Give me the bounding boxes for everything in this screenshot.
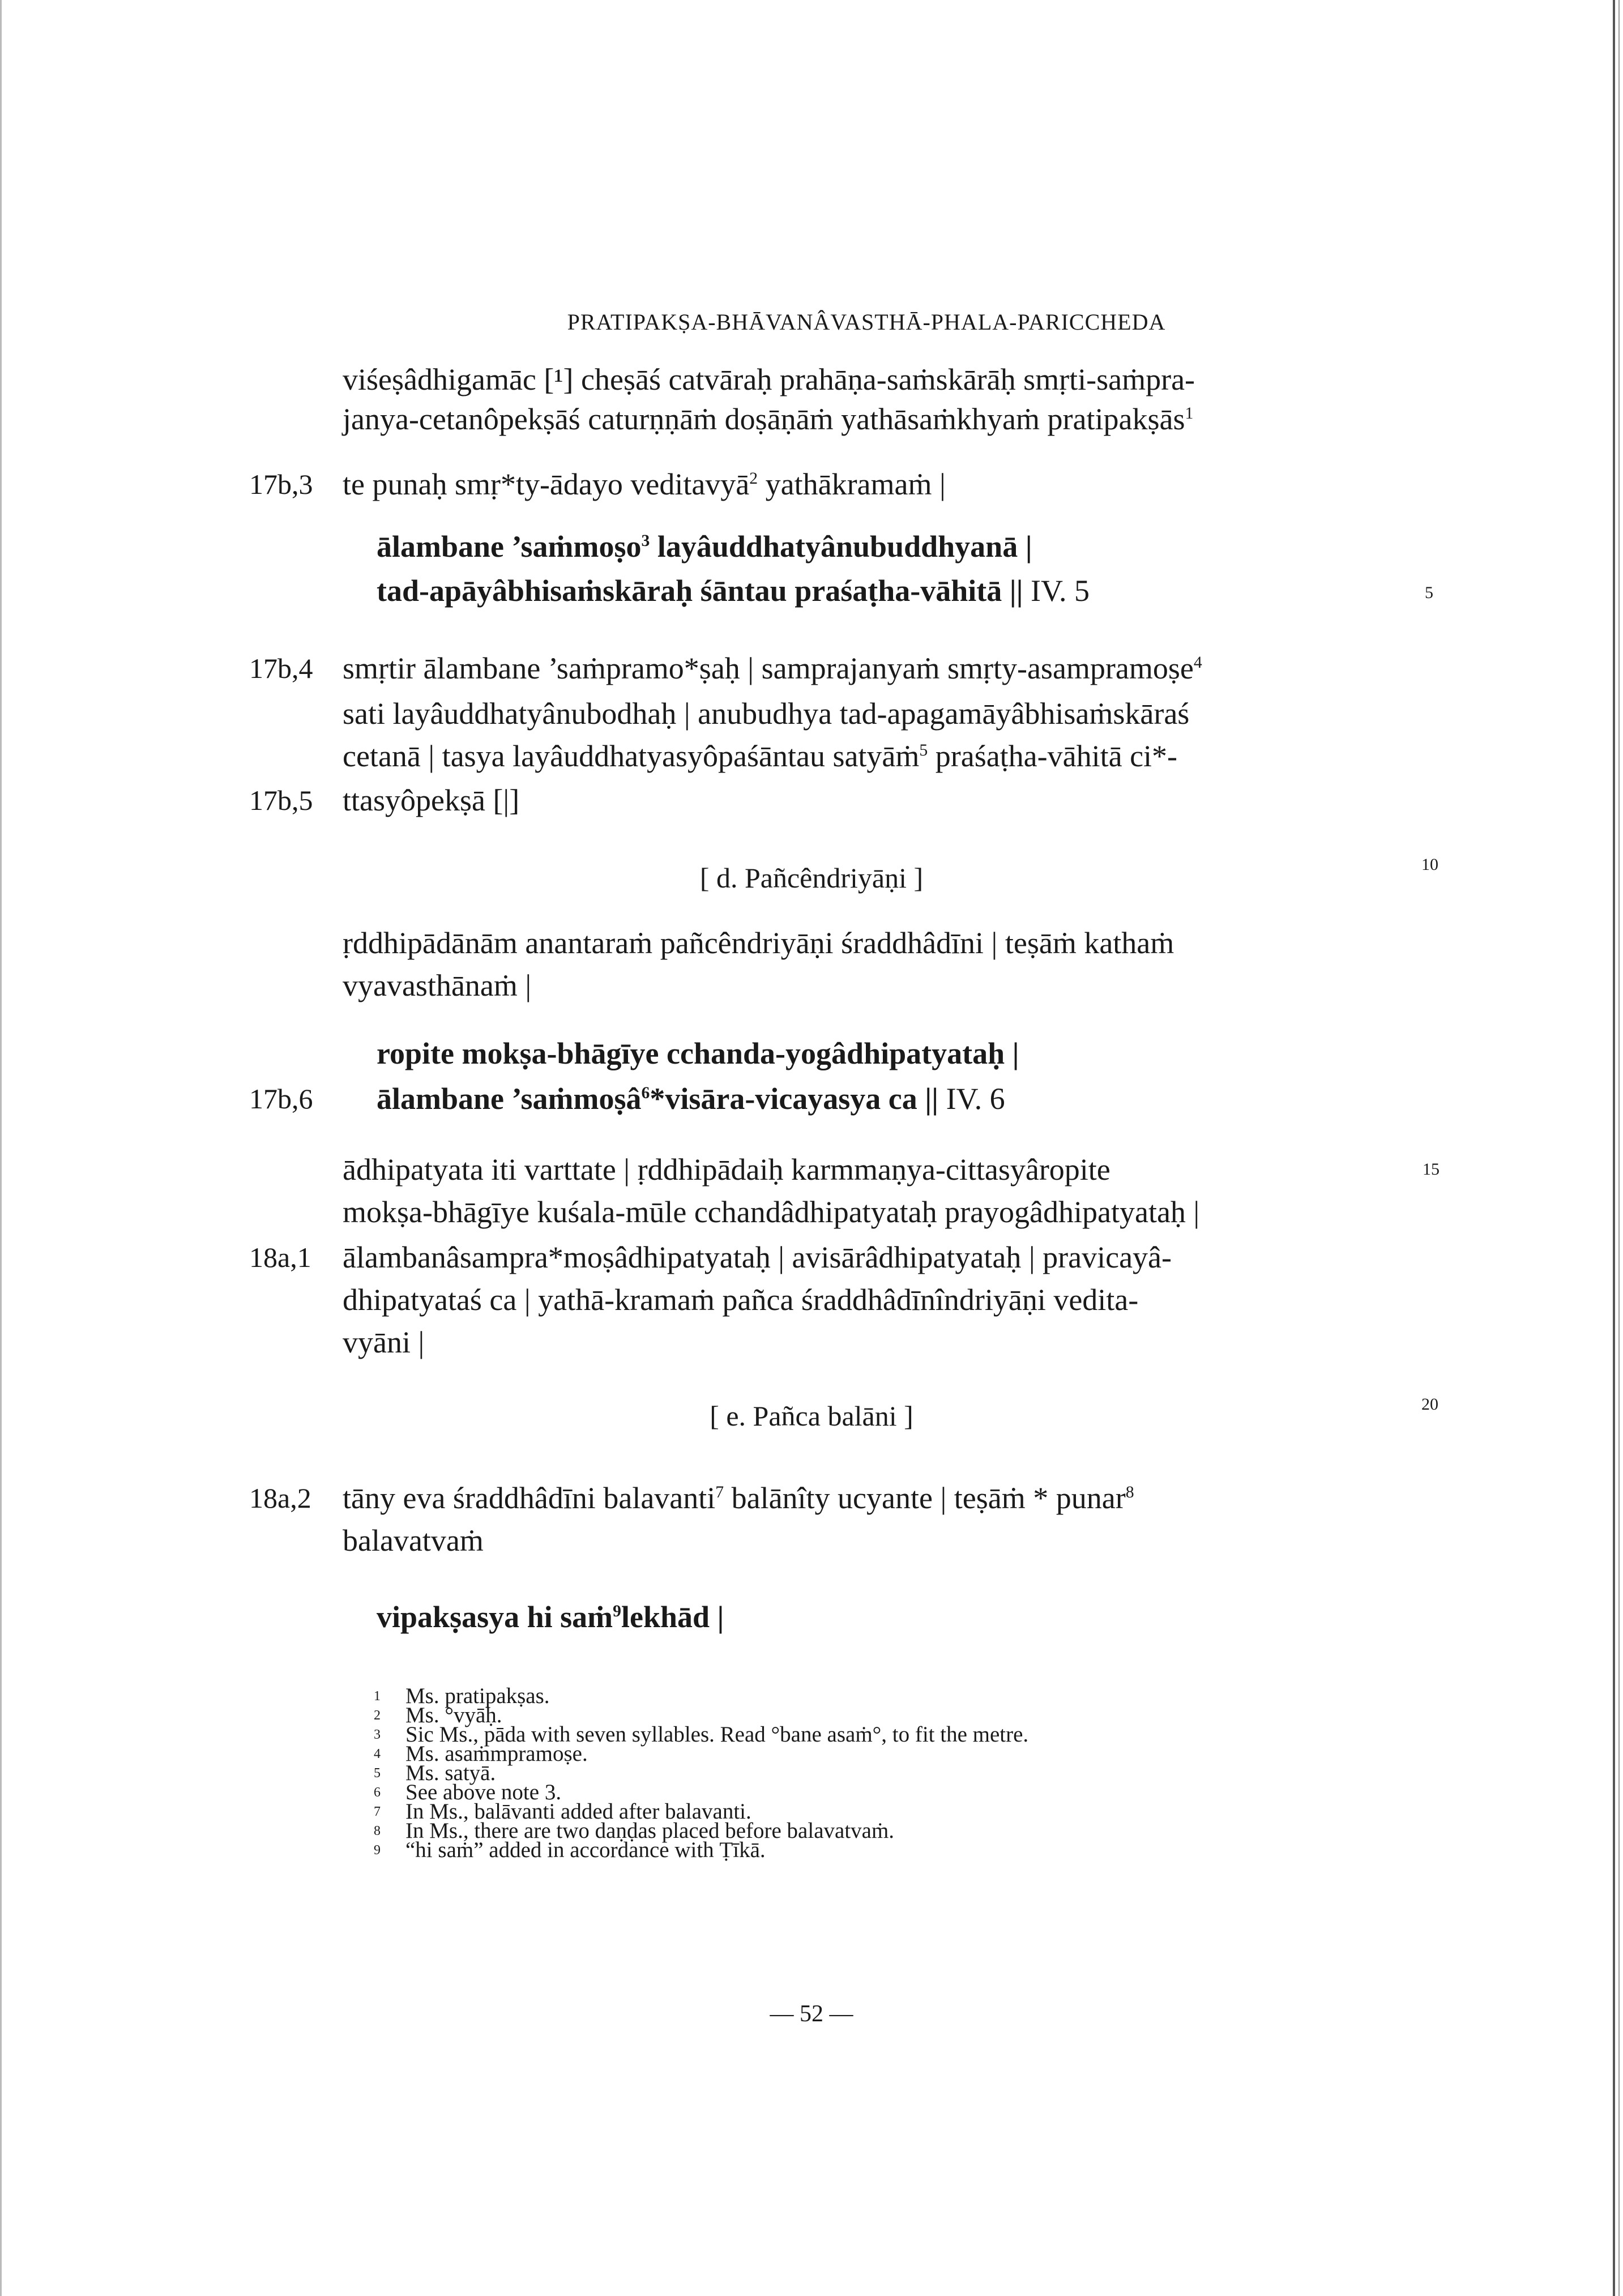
line-number: 10 <box>1421 855 1438 874</box>
text-line: ālambanâsampra*moṣâdhipatyataḥ | avisārâdhipatyataḥ | pravicayâ- <box>343 1240 1172 1274</box>
section-heading: [ e. Pañca balāni ] <box>710 1400 913 1432</box>
manuscript-folio-marker: 17b,4 <box>249 652 313 684</box>
line-number: 20 <box>1421 1395 1438 1414</box>
manuscript-folio-marker: 17b,6 <box>249 1083 313 1115</box>
text-line: janya-cetanôpekṣāś caturṇṇāṁ doṣāṇāṁ yathāsaṁkhyaṁ pratipakṣās$^1$ <box>343 402 1194 436</box>
text-line: vyavasthānaṁ | <box>343 968 532 1002</box>
text-line: ādhipatyata iti varttate | ṛddhipādaiḥ karmmaṇya-cittasyâropite <box>343 1153 1111 1187</box>
text-line: cetanā | tasya layâuddhatyasyôpaśāntau satyāṁ$^5$ praśaṭha-vāhitā ci*- <box>343 739 1178 773</box>
page-edge-right-inner <box>1618 0 1620 2296</box>
verse-line: tad-apāyâbhisaṁskāraḥ śāntau praśaṭha-vāhitā || IV. 5 <box>377 574 1090 608</box>
text-line: viśeṣâdhigamāc [¹] cheṣāś catvāraḥ prahāṇa-saṁskārāḥ smṛti-saṁpra- <box>343 362 1195 396</box>
text-line: ṛddhipādānām anantaraṁ pañcêndriyāṇi śraddhâdīni | teṣāṁ kathaṁ <box>343 926 1174 960</box>
manuscript-folio-marker: 17b,3 <box>249 468 313 500</box>
manuscript-folio-marker: 18a,2 <box>249 1482 311 1514</box>
section-heading: [ d. Pañcêndriyāṇi ] <box>699 862 924 894</box>
text-line: vyāni | <box>343 1325 425 1359</box>
page-edge-left <box>0 0 2 2296</box>
text-line: ttasyôpekṣā [|] <box>343 783 520 817</box>
running-header: PRATIPAKṢA-BHĀVANÂVASTHĀ-PHALA-PARICCHEDA <box>567 309 1166 335</box>
verse-line: ālambane ’saṁmoṣo$^3$ layâuddhatyânubuddhyanā | <box>377 530 1032 564</box>
text-line: tāny eva śraddhâdīni balavanti$^7$ balānîty ucyante | teṣāṁ * punar$^8$ <box>343 1481 1134 1515</box>
text-line: smṛtir ālambane ’saṁpramo*ṣaḥ | samprajanyaṁ smṛty-asampramoṣe$^4$ <box>343 651 1202 685</box>
text-line: dhipatyataś ca | yathā-kramaṁ pañca śraddhâdīnîndriyāṇi vedita- <box>343 1283 1139 1317</box>
text-line: balavatvaṁ <box>343 1523 484 1557</box>
document-page: PRATIPAKṢA-BHĀVANÂVASTHĀ-PHALA-PARICCHEDA viśeṣâdhigamāc [¹] cheṣāś catvāraḥ prahāṇa-saṁskārāḥ smṛti-saṁpra- janya-cetanôpekṣāś caturṇṇāṁ doṣāṇāṁ yathāsaṁkhyaṁ pratipakṣās$^1$ 17b,3 te punaḥ smṛ*ty-ādayo veditavyā$^2$ yathākramaṁ | ālambane ’saṁmoṣo$^3$ layâuddhatyânubuddhyanā | tad-apāyâbhisaṁskāraḥ śāntau praśaṭha-vāhitā || IV. 5 5 17b,4 smṛtir ālambane ’saṁpramo*ṣaḥ | samprajanyaṁ smṛty-asampramoṣe$^4$ sati layâuddhatyânubodhaḥ | anubudhya tad-apagamāyâbhisaṁskāraś cetanā | tasya layâuddhatyasyôpaśāntau satyāṁ$^5$ praśaṭha-vāhitā ci*- 17b,5 ttasyôpekṣā [|] [ d. Pañcêndriyāṇi ] 10 ṛddhipādānām anantaraṁ pañcêndriyāṇi śraddhâdīni | teṣāṁ kathaṁ vyavasthānaṁ | ropite mokṣa-bhāgīye cchanda-yogâdhipatyataḥ | 17b,6 ālambane ’saṁmoṣâ$^6$*visāra-vicayasya ca || IV. 6 ādhipatyata iti varttate | ṛddhipādaiḥ karmmaṇya-cittasyâropite 15 mokṣa-bhāgīye kuśala-mūle cchandâdhipatyataḥ prayogâdhipatyataḥ | 18a,1 ālambanâsampra*moṣâdhipatyataḥ | avisārâdhipatyataḥ | pravicayâ- dhipatyataś ca | yathā-kramaṁ pañca śraddhâdīnîndriyāṇi vedita- vyāni | [ e. Pañca balāni ] 20 18a,2 tāny eva śraddhâdīni balavanti$^7$ balānîty ucyante | teṣāṁ * punar$^8$ balavatvaṁ vipakṣasya hi saṁ$^9$lekhād | 1 Ms. pratipakṣas. 2 Ms. °vyāḥ. 3 Sic Ms., pāda with seven syllables. Read °bane asaṁ°, to fit the metre. 4 Ms. asaṁmpramoṣe. 5 Ms. satyā. 6 See above note 3. 7 In Ms., balāvanti added after balavanti. 8 In Ms., there are two daṇḍas placed before balavatvaṁ. 9 “hi saṁ” added in accordance with Ṭīkā. — 52 — <box>0 0 1623 2296</box>
page-edge-right <box>1613 0 1615 2296</box>
text-line: mokṣa-bhāgīye kuśala-mūle cchandâdhipatyataḥ prayogâdhipatyataḥ | <box>343 1195 1200 1229</box>
manuscript-folio-marker: 18a,1 <box>249 1241 311 1273</box>
page-number: — 52 — <box>770 2001 853 2027</box>
line-number: 5 <box>1425 583 1433 602</box>
verse-line: ropite mokṣa-bhāgīye cchanda-yogâdhipatyataḥ | <box>377 1036 1019 1070</box>
text-line: sati layâuddhatyânubodhaḥ | anubudhya tad-apagamāyâbhisaṁskāraś <box>343 697 1190 731</box>
verse-line: ālambane ’saṁmoṣâ$^6$*visāra-vicayasya ca || IV. 6 <box>377 1082 1005 1116</box>
line-number: 15 <box>1423 1160 1440 1179</box>
manuscript-folio-marker: 17b,5 <box>249 784 313 816</box>
verse-line: vipakṣasya hi saṁ$^9$lekhād | <box>377 1600 724 1634</box>
text-line: te punaḥ smṛ*ty-ādayo veditavyā$^2$ yathākramaṁ | <box>343 467 946 501</box>
